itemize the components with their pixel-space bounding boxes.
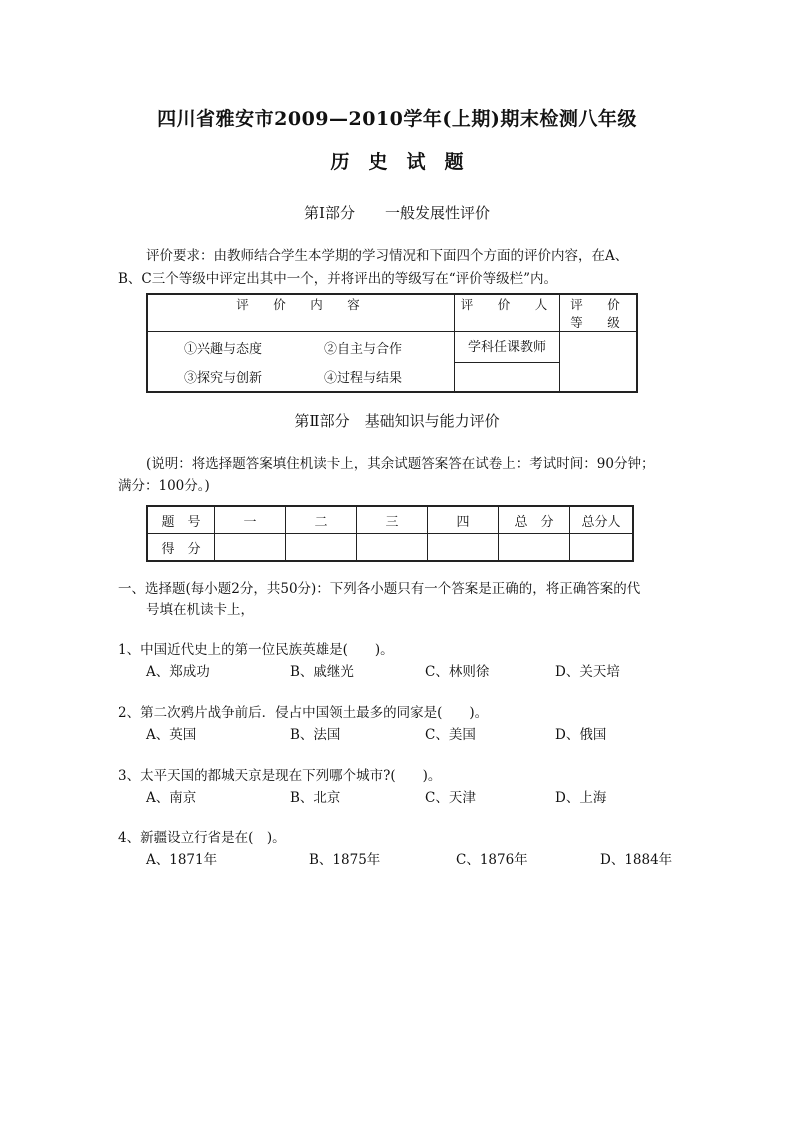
question-stem: 4、新疆设立行省是在( )。: [118, 830, 286, 846]
option: A、英国: [146, 727, 197, 743]
option: C、美国: [425, 727, 476, 743]
grade-cell: [560, 332, 638, 393]
score-header-cell: 总 分: [499, 506, 570, 534]
option: A、1871年: [146, 852, 218, 868]
option: D、俄国: [555, 727, 607, 743]
part2-note-line1: (说明：将选择题答案填住机读卡上，其余试题答案答在试卷上：考试时间：90分钟；: [146, 456, 655, 472]
question-stem: 1、中国近代史上的第一位民族英雄是( )。: [118, 642, 394, 658]
exam-subject: 历 史 试 题: [330, 151, 464, 173]
score-blank-cell: [570, 534, 634, 562]
question-stem: 2、第二次鸦片战争前后．侵占中国领土最多的同家是( )。: [118, 705, 489, 721]
eval-item: ②自主与合作: [324, 341, 403, 357]
eval-item: ④过程与结果: [324, 370, 403, 386]
option: C、天津: [425, 790, 476, 806]
score-blank-cell: [428, 534, 499, 562]
score-header-cell: 一: [215, 506, 286, 534]
section1-instruction-line1: 一、选择题(每小题2分，共50分)：下列各小题只有一个答案是正确的，将正确答案的代: [118, 581, 641, 597]
option: D、上海: [555, 790, 607, 806]
score-header-cell: 二: [286, 506, 357, 534]
option: B、1875年: [309, 852, 381, 868]
option: D、1884年: [600, 852, 673, 868]
eval-item: ①兴趣与态度: [184, 341, 263, 357]
evaluator-blank-cell: [455, 363, 560, 393]
score-header-cell: 三: [357, 506, 428, 534]
score-blank-cell: [215, 534, 286, 562]
col-evaluator-header: 评 价 人: [455, 294, 560, 332]
col-grade-header: 评 价 等 级: [560, 294, 638, 332]
option: C、林则徐: [425, 664, 490, 680]
option: B、法国: [290, 727, 341, 743]
evaluation-items-cell: [147, 332, 455, 393]
exam-title: 四川省雅安市2009—2010学年(上期)期末检测八年级: [157, 108, 637, 130]
option: A、郑成功: [146, 664, 210, 680]
evaluation-table: [146, 293, 645, 393]
question-stem: 3、太平天国的都城天京是现在下列哪个城市?( )。: [118, 768, 442, 784]
part1-instruction-line1: 评价要求：由教师结合学生本学期的学习情况和下面四个方面的评价内容，在A、: [146, 248, 629, 264]
option: B、北京: [290, 790, 341, 806]
option: D、关天培: [555, 664, 620, 680]
score-header-cell: 四: [428, 506, 499, 534]
score-header-cell: 总分人: [570, 506, 634, 534]
evaluator-cell: 学科任课教师: [455, 332, 560, 363]
score-blank-cell: [357, 534, 428, 562]
eval-item: ③探究与创新: [184, 370, 263, 386]
score-table: [146, 505, 634, 562]
part1-heading: 第Ⅰ部分 一般发展性评价: [304, 204, 490, 222]
score-blank-cell: [499, 534, 570, 562]
option: B、戚继光: [290, 664, 354, 680]
part1-instruction-line2: B、C三个等级中评定出其中一个，并将评出的等级写在“评价等级栏”内。: [118, 271, 558, 287]
score-header-cell: 题 号: [147, 506, 215, 534]
section1-instruction-line2: 号填在机读卡上，: [146, 602, 254, 618]
col-content-header: 评 价 内 容: [147, 294, 455, 332]
option: C、1876年: [456, 852, 528, 868]
score-row-label: 得 分: [147, 534, 215, 562]
part2-note-line2: 满分：100分。): [118, 478, 210, 494]
option: A、南京: [146, 790, 197, 806]
score-blank-cell: [286, 534, 357, 562]
part2-heading: 第Ⅱ部分 基础知识与能力评价: [294, 412, 500, 430]
